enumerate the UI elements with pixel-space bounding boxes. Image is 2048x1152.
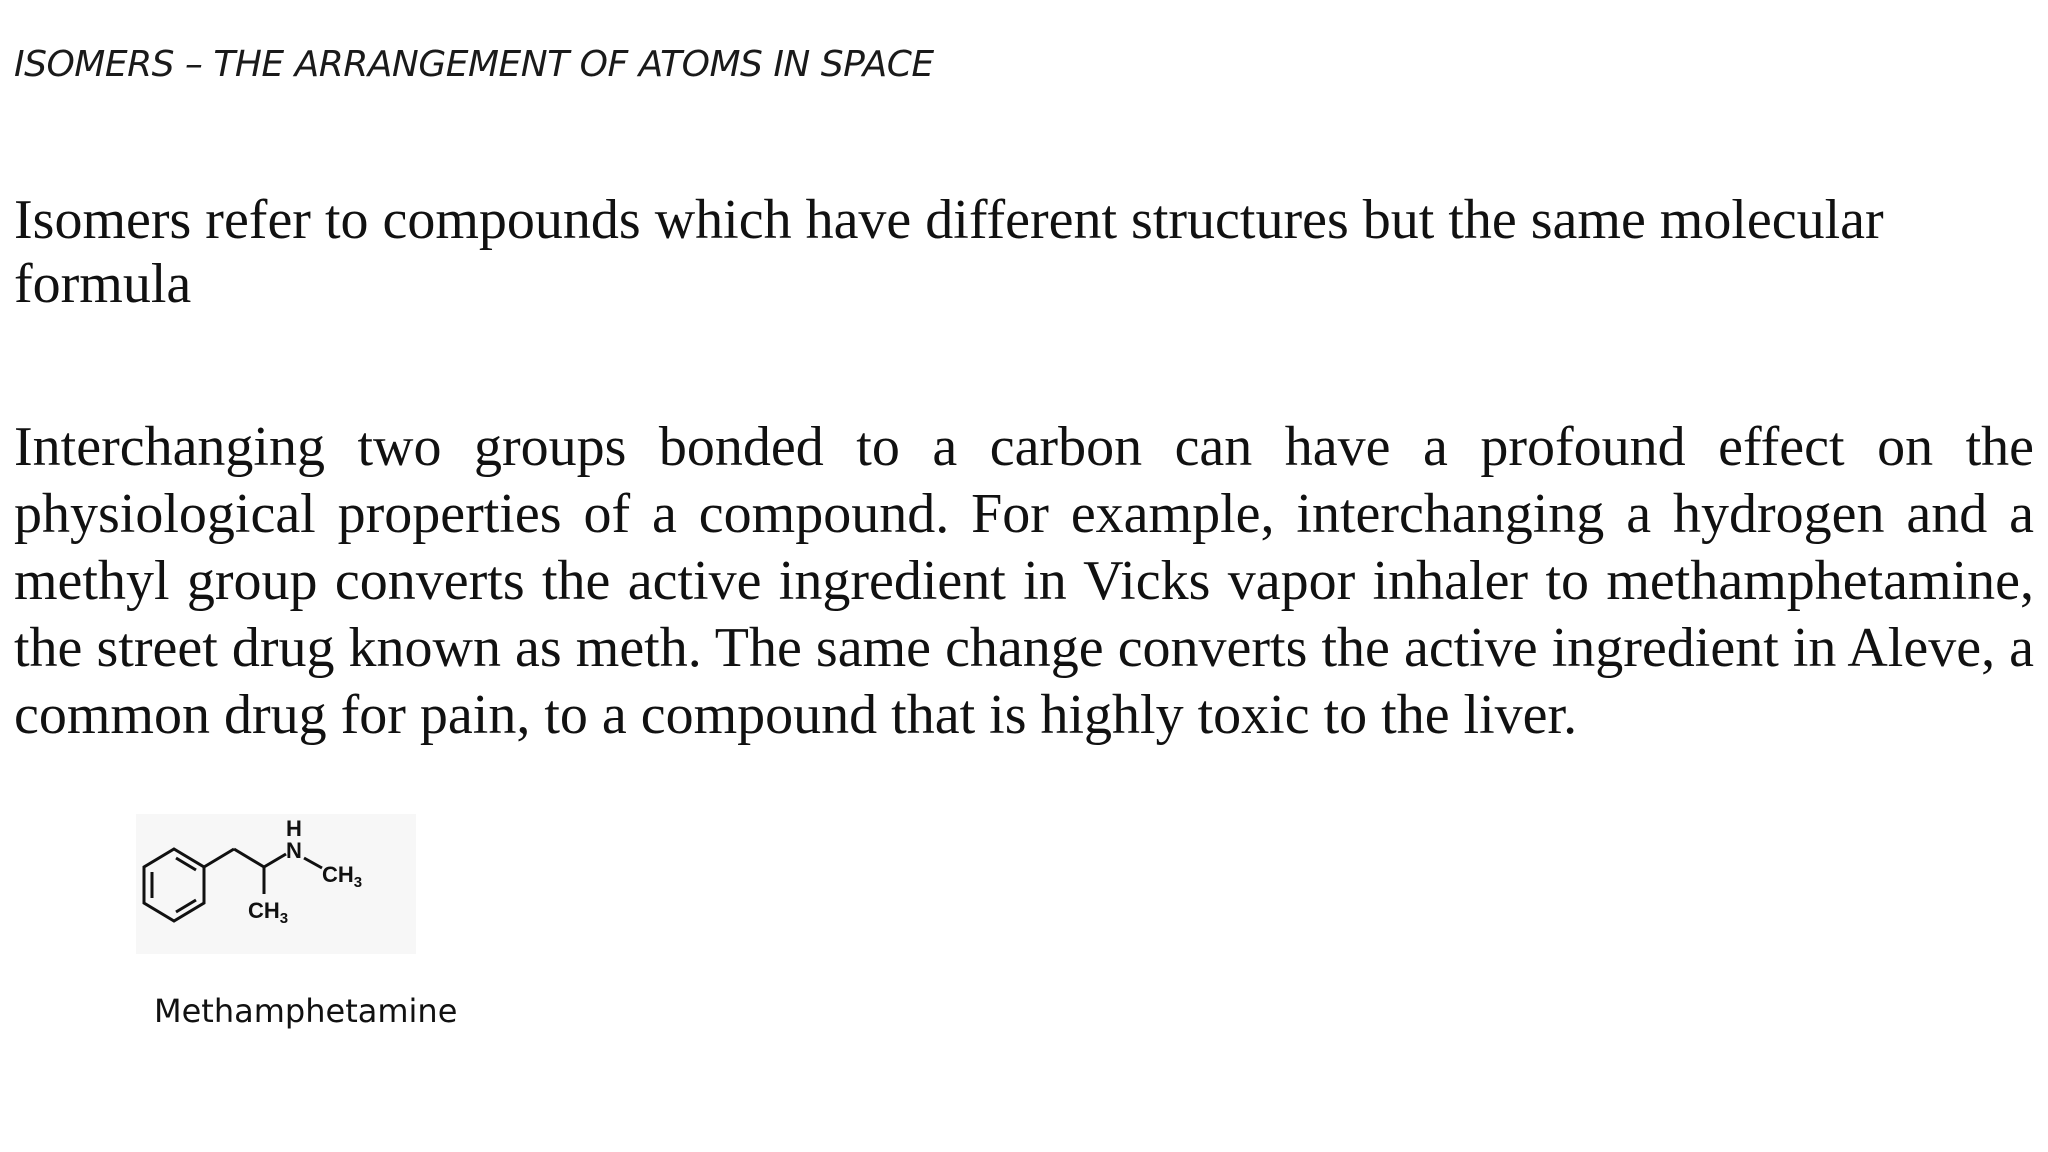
- slide-title: ISOMERS – THE ARRANGEMENT OF ATOMS IN SPACE: [14, 44, 934, 85]
- body-paragraph: Interchanging two groups bonded to a carbon can have a profound effect on the physiological properties of a compound. For example, interchanging a hydrogen and a methyl group converts the active ingredient in Vicks vapor inhaler to methamphetamine, the street drug known as meth. The same change converts the active ingredient in Aleve, a common drug for pain, to a compound that is highly toxic to the liver.: [14, 416, 2034, 746]
- methamphetamine-structure: [136, 814, 416, 954]
- structure-caption: Methamphetamine: [154, 992, 458, 1030]
- atom-h: H: [286, 816, 302, 841]
- definition-text: Isomers refer to compounds which have different structures but the same molecular formula: [14, 189, 1884, 315]
- carbon-chain: [204, 849, 322, 894]
- methyl-group-right: $CH_3$: [322, 862, 363, 891]
- benzene-ring: [144, 849, 204, 921]
- methyl-group-bottom: $CH_3$: [248, 898, 289, 927]
- atom-n: N: [286, 838, 302, 863]
